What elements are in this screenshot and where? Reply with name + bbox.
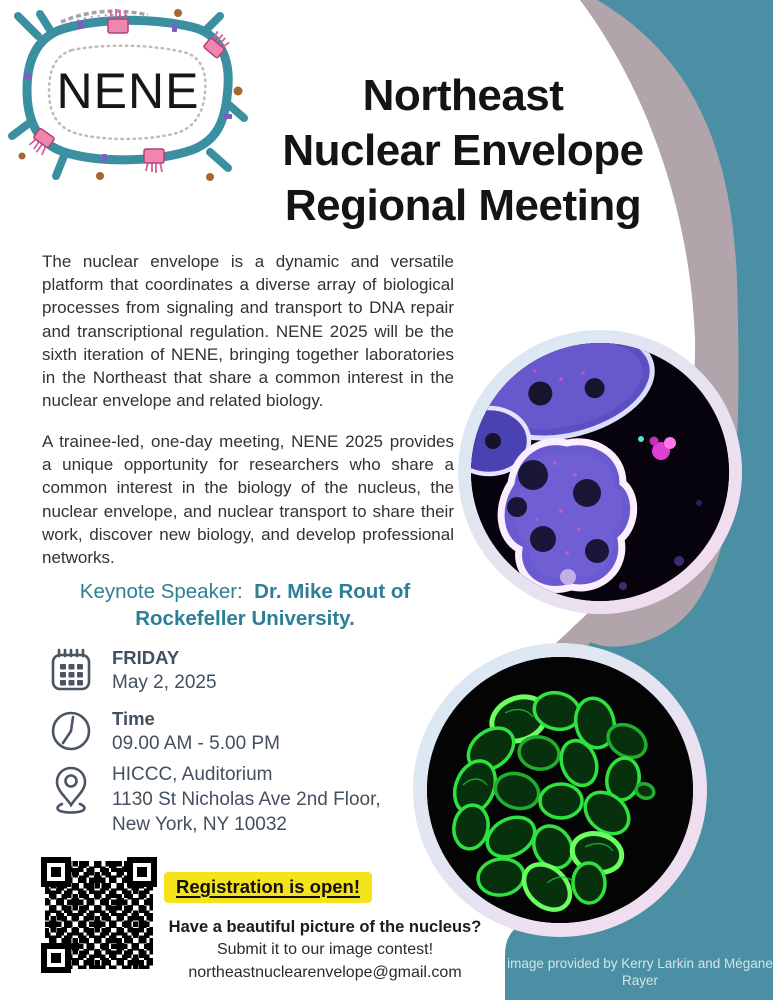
clock-icon bbox=[50, 708, 92, 754]
qr-finder-top-left bbox=[41, 857, 71, 887]
location-city: New York, NY 10032 bbox=[112, 814, 287, 835]
meeting-paragraph: A trainee-led, one-day meeting, NENE 2025 provides a unique opportunity for researchers who share a common interest in the biology of the nucleus, the nuclear envelope, and nuclear transport to share their work, discover new biology, and develop professional networks. bbox=[42, 432, 454, 568]
keynote-speaker bbox=[35, 578, 455, 632]
registration-banner[interactable]: Registration is open! bbox=[164, 872, 372, 903]
title-line-2: Nuclear Envelope bbox=[282, 126, 644, 175]
contest-cta: Submit it to our image contest! bbox=[216, 941, 434, 958]
photo-ring-top bbox=[458, 330, 742, 614]
keynote-name: Dr. Mike Rout of Rockefeller University. bbox=[135, 580, 411, 630]
logo-wordmark: NENE bbox=[56, 63, 200, 119]
time-label: Time bbox=[112, 708, 155, 729]
keynote-label: Keynote Speaker: bbox=[79, 580, 243, 603]
location-address: 1130 St Nicholas Ave 2nd Floor, bbox=[112, 789, 381, 810]
location-name: HICCC, Auditorium bbox=[112, 764, 273, 785]
title-line-1: Northeast bbox=[362, 71, 564, 120]
contest-question: Have a beautiful picture of the nucleus? bbox=[168, 918, 482, 936]
page-title bbox=[230, 68, 696, 233]
microscopy-photo-purple-nuclei bbox=[471, 343, 729, 601]
qr-finder-top-right bbox=[127, 857, 157, 887]
intro-paragraph: The nuclear envelope is a dynamic and versatile platform that coordinates a diverse array of biological processes from signaling and transport to DNA repair and transcriptional regulation. NENE 2025 will be the sixth iteration of NENE, bringing together laboratories in the Northeast that share a common interest in the nuclear envelope and related biology. bbox=[42, 252, 454, 411]
nene-logo bbox=[6, 4, 250, 184]
location-row bbox=[50, 762, 442, 837]
date-row bbox=[50, 645, 442, 695]
date-value: May 2, 2025 bbox=[112, 672, 217, 693]
photo-ring-bottom bbox=[413, 643, 707, 937]
image-credit: image provided by Kerry Larkin and Mégane Rayer bbox=[507, 956, 773, 988]
title-line-3: Regional Meeting bbox=[284, 181, 642, 230]
microscopy-photo-green-nuclei bbox=[427, 657, 693, 923]
location-pin-icon bbox=[50, 764, 92, 810]
contest-email[interactable]: northeastnuclearenvelope@gmail.com bbox=[188, 964, 462, 981]
time-value: 09.00 AM - 5.00 PM bbox=[112, 733, 280, 754]
date-day-label: FRIDAY bbox=[112, 647, 180, 668]
qr-finder-bottom-left bbox=[41, 943, 71, 973]
calendar-icon bbox=[50, 647, 92, 693]
image-contest-block bbox=[118, 916, 532, 984]
time-row bbox=[50, 706, 442, 756]
